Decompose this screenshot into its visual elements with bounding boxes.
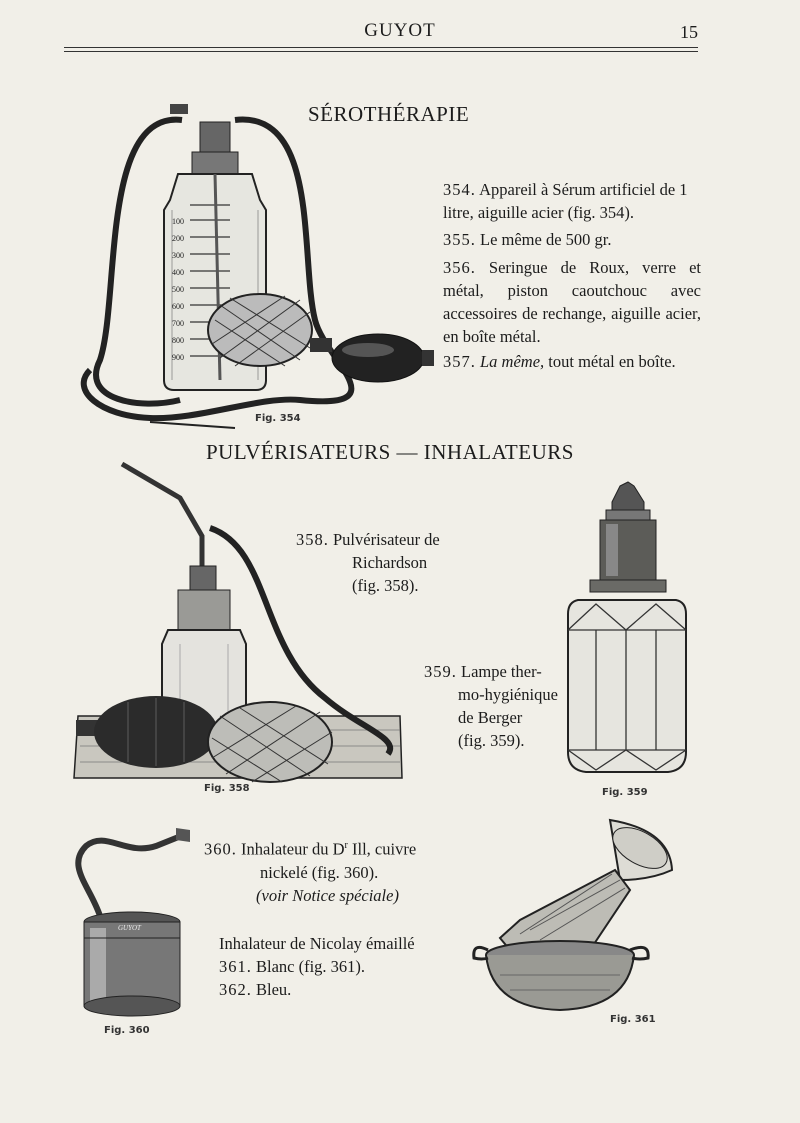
item-text: Blanc (fig. 361).: [256, 957, 366, 976]
running-header-title: GUYOT: [364, 20, 436, 41]
caption-fig354: Fig. 354: [255, 413, 301, 424]
header-rule-top: [64, 47, 698, 48]
item-number: 354.: [443, 180, 476, 199]
item-number: 361.: [219, 957, 252, 976]
item-line: Ill, cuivre: [352, 839, 417, 859]
item-number: 356.: [443, 258, 476, 277]
item-line: (voir Notice spéciale): [256, 885, 399, 905]
item-line: (fig. 359).: [458, 731, 525, 750]
caption-fig361: Fig. 361: [610, 1014, 656, 1025]
scale-mark: 500: [172, 285, 184, 294]
list-item-359: [424, 660, 558, 752]
scale-mark: 600: [172, 302, 184, 311]
page-number: 15: [680, 22, 698, 42]
item-line: Inhalateur du D: [241, 839, 345, 859]
item-text: Bleu.: [256, 980, 292, 999]
scale-mark: 700: [172, 319, 184, 328]
item-number: 360.: [204, 839, 237, 859]
item-line: Lampe ther-: [461, 662, 542, 681]
section-title-pulverisateurs: PULVÉRISATEURS — INHALATEURS: [206, 440, 574, 464]
fig358-richardson-sprayer: [70, 458, 410, 783]
caption-fig358: Fig. 358: [204, 783, 250, 794]
item-text: Appareil à Sérum artificiel de 1 litre, aiguille acier (fig. 354).: [443, 180, 688, 222]
item-number: 357.: [443, 352, 476, 371]
item-number: 355.: [443, 230, 476, 249]
item-line: de Berger: [458, 708, 523, 727]
item-line: mo-hygiénique: [458, 685, 558, 704]
list-item-357: [443, 350, 701, 373]
item-number: 359.: [424, 662, 457, 681]
nicolay-title: Inhalateur de Nicolay émaillé: [219, 934, 415, 953]
item-number: 362.: [219, 980, 252, 999]
nicolay-block: [219, 932, 415, 1001]
list-item-358: [296, 528, 440, 597]
item-line: Pulvérisateur de: [333, 530, 440, 549]
scale-mark: 900: [172, 353, 184, 362]
item-sup: r: [344, 840, 348, 851]
fig360-label: GUYOT: [118, 924, 141, 932]
item-line: Richardson: [352, 553, 428, 572]
item-number: 358.: [296, 530, 329, 549]
scale-mark: 100: [172, 217, 184, 226]
item-text: Le même de 500 gr.: [480, 230, 612, 249]
item-text: Seringue de Roux, verre et métal, piston caoutchouc avec accessoires de rechange, aiguille acier, en boîte métal.: [443, 258, 701, 346]
list-item-356: [443, 256, 701, 348]
item-line: (fig. 358).: [352, 576, 419, 595]
scale-mark: 800: [172, 336, 184, 345]
item-italic: La même,: [480, 352, 545, 371]
caption-fig359: Fig. 359: [602, 787, 648, 798]
scale-mark: 200: [172, 234, 184, 243]
fig359-berger-lamp: [560, 480, 695, 780]
list-item-355: [443, 228, 701, 251]
list-item-360: [204, 834, 416, 907]
caption-fig360: Fig. 360: [104, 1025, 150, 1036]
item-text: tout métal en boîte.: [548, 352, 676, 371]
fig354-serum-apparatus: [60, 100, 440, 440]
list-item-354: [443, 178, 701, 224]
fig360-ill-inhaler: [66, 826, 196, 1026]
header-rule-bottom: [64, 51, 698, 52]
scale-mark: 400: [172, 268, 184, 277]
fig361-nicolay-inhaler: [480, 810, 680, 1020]
scale-mark: 300: [172, 251, 184, 260]
section-title-serotherapie: SÉROTHÉRAPIE: [308, 102, 470, 126]
item-line: nickelé (fig. 360).: [260, 862, 379, 882]
